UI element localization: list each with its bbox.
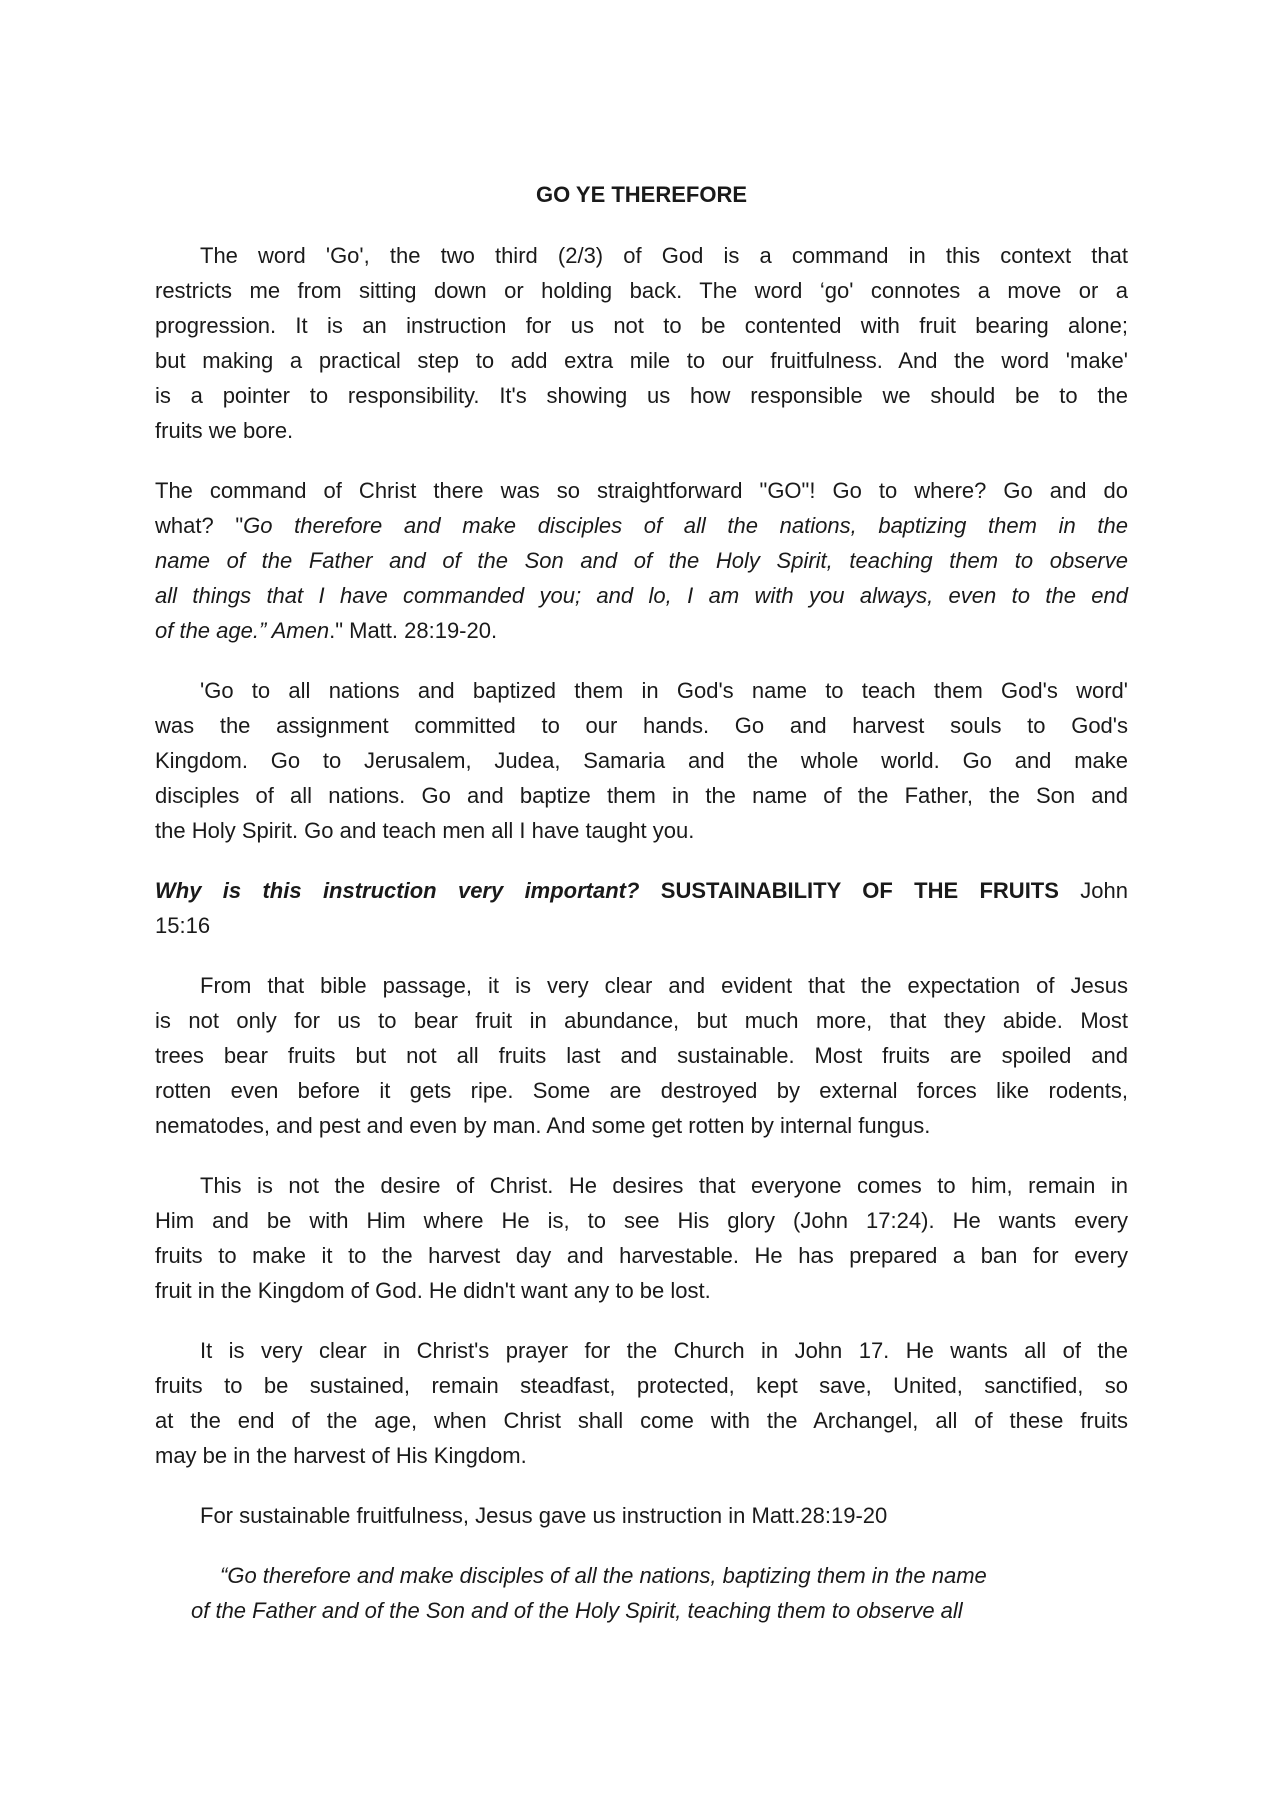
text-line [155,1368,1128,1403]
scripture-quote [155,1558,1128,1628]
text-segment: Go therefore and make disciples of all the nations, baptizing them in the [243,513,1128,538]
text-line [155,238,1128,273]
text-line [155,378,1128,413]
text-line [155,813,1128,848]
text-segment: at the end of the age, when Christ shall come with the Archangel, all of these fruits [155,1408,1128,1433]
text-segment: From that bible passage, it is very clear and evident that the expectation of Jesus [200,973,1128,998]
text-line [155,873,1128,908]
text-segment: progression. It is an instruction for us not to be contented with fruit bearing alone; [155,313,1128,338]
text-line [155,708,1128,743]
text-segment: fruits to be sustained, remain steadfast, protected, kept save, United, sanctified, so [155,1373,1128,1398]
document-page [155,177,1128,1653]
text-line [155,413,1128,448]
text-segment: The word 'Go', the two third (2/3) of God is a command in this context that [200,243,1128,268]
text-segment: John [1058,878,1128,903]
text-segment: but making a practical step to add extra mile to our fruitfulness. And the word 'make' [155,348,1128,373]
text-segment: fruits we bore. [155,418,294,443]
paragraph [155,1333,1128,1473]
text-segment: rotten even before it gets ripe. Some are destroyed by external forces like rodents, [155,1078,1128,1103]
text-line [155,1003,1128,1038]
text-line [155,613,1128,648]
text-segment: This is not the desire of Christ. He desires that everyone comes to him, remain in [200,1173,1128,1198]
text-segment: is not only for us to bear fruit in abundance, but much more, that they abide. Most [155,1008,1128,1033]
text-segment: 'Go to all nations and baptized them in God's name to teach them God's word' [200,678,1128,703]
paragraph [155,238,1128,448]
paragraph [155,968,1128,1143]
paragraph [155,473,1128,648]
text-line [155,473,1128,508]
text-line [155,743,1128,778]
text-line [155,1238,1128,1273]
text-line [155,308,1128,343]
text-segment: is a pointer to responsibility. It's showing us how responsible we should be to the [155,383,1128,408]
text-line [155,273,1128,308]
text-segment: trees bear fruits but not all fruits last and sustainable. Most fruits are spoiled and [155,1043,1128,1068]
text-line [155,508,1128,543]
text-line [155,1558,1128,1593]
text-line [155,673,1128,708]
text-segment: disciples of all nations. Go and baptize them in the name of the Father, the Son and [155,783,1128,808]
text-line [155,1168,1128,1203]
text-segment: may be in the harvest of His Kingdom. [155,1443,527,1468]
text-segment: “Go therefore and make disciples of all the nations, baptizing them in the name [220,1563,987,1588]
text-segment: The command of Christ there was so straightforward "GO"! Go to where? Go and do [155,478,1128,503]
text-line [155,1498,1128,1533]
text-segment: name of the Father and of the Son and of the Holy Spirit, teaching them to observe [155,548,1128,573]
text-segment: what? " [155,513,244,538]
text-line [155,1273,1128,1308]
text-line [155,1333,1128,1368]
text-line [155,1403,1128,1438]
text-line [155,908,1128,943]
text-segment: restricts me from sitting down or holding back. The word ‘go' connotes a move or a [155,278,1128,303]
text-line [155,578,1128,613]
text-segment: of the age.” Amen [155,618,330,643]
text-segment: Him and be with Him where He is, to see His glory (John 17:24). He wants every [155,1208,1128,1233]
text-segment: For sustainable fruitfulness, Jesus gave us instruction in Matt.28:19-20 [200,1503,888,1528]
text-segment: fruit in the Kingdom of God. He didn't want any to be lost. [155,1278,711,1303]
text-segment: ." Matt. 28:19-20. [329,618,498,643]
text-segment: all things that I have commanded you; and lo, I am with you always, even to the end [155,583,1128,608]
text-segment: of the Father and of the Son and of the Holy Spirit, teaching them to observe all [191,1598,963,1623]
text-line [155,1438,1128,1473]
text-line [155,1593,1128,1628]
text-segment: the Holy Spirit. Go and teach men all I have taught you. [155,818,695,843]
text-segment: Why is this instruction very important? [155,878,661,903]
text-segment: nematodes, and pest and even by man. And some get rotten by internal fungus. [155,1113,931,1138]
text-line [155,1073,1128,1108]
paragraph [155,673,1128,848]
document-body [155,238,1128,1628]
text-line [155,778,1128,813]
text-segment: was the assignment committed to our hands. Go and harvest souls to God's [155,713,1128,738]
document-title: GO YE THEREFORE [535,182,748,207]
text-line [155,1108,1128,1143]
text-line [155,1038,1128,1073]
text-line [155,968,1128,1003]
paragraph [155,1168,1128,1308]
text-line [155,1203,1128,1238]
section-heading-paragraph [155,873,1128,943]
text-segment: fruits to make it to the harvest day and harvestable. He has prepared a ban for every [155,1243,1128,1268]
text-segment: SUSTAINABILITY OF THE FRUITS [660,878,1059,903]
paragraph [155,1498,1128,1533]
text-segment: 15:16 [155,913,211,938]
text-line [155,343,1128,378]
text-segment: It is very clear in Christ's prayer for the Church in John 17. He wants all of the [200,1338,1128,1363]
text-line [155,543,1128,578]
text-segment: Kingdom. Go to Jerusalem, Judea, Samaria and the whole world. Go and make [155,748,1128,773]
